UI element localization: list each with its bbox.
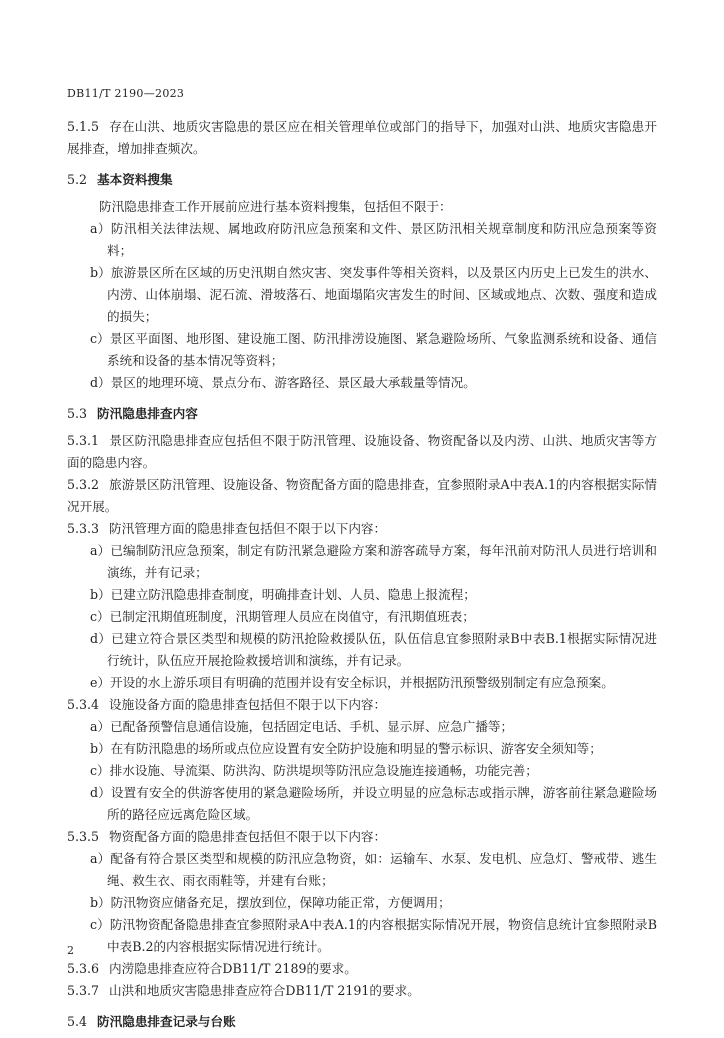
clause-number: 5.3.1 — [67, 433, 100, 448]
document-header: DB11/T 2190—2023 — [67, 87, 185, 100]
clause-text: 存在山洪、地质灾害隐患的景区应在相关管理单位或部门的指导下，加强对山洪、地质灾害隐患开展排查，增加排查频次。 — [67, 119, 657, 156]
list-item: b）在有防汛隐患的场所或点位应设置有安全防护设施和明显的警示标识、游客安全须知等； — [90, 741, 602, 756]
section-number: 5.4 — [67, 1014, 88, 1029]
list-item: b）旅游景区所在区域的历史汛期自然灾害、突发事件等相关资料，以及景区内历史上已发生的洪水、内涝、山体崩塌、泥石流、滑坡落石、地面塌陷灾害发生的时间、区域或地点、次数、强度和造成的损失； — [90, 265, 657, 324]
list-item: a）防汛相关法律法规、属地政府防汛应急预案和文件、景区防汛相关规章制度和防汛应急预案等资料； — [90, 221, 657, 258]
clause-paragraph — [67, 430, 657, 474]
list-item: a）已编制防汛应急预案，制定有防汛紧急避险方案和游客疏导方案，每年汛前对防汛人员进行培训和演练，并有记录； — [90, 543, 657, 580]
clause-paragraph — [67, 474, 657, 518]
document-body — [67, 116, 657, 1038]
clause-number: 5.3.3 — [67, 521, 100, 536]
list-item: c）排水设施、导流渠、防洪沟、防洪堤坝等防汛应急设施连接通畅，功能完善； — [90, 763, 538, 778]
section-title: 基本资料搜集 — [97, 172, 173, 187]
list-item: c）景区平面图、地形图、建设施工图、防汛排涝设施图、紧急避险场所、气象监测系统和设备、通信系统和设备的基本情况等资料； — [90, 331, 657, 368]
clause-text: 旅游景区防汛管理、设施设备、物资配备方面的隐患排查，宜参照附录A中表A.1的内容根据实际情况开展。 — [67, 477, 657, 514]
clause-paragraph — [67, 980, 657, 1002]
clause-number: 5.3.4 — [67, 697, 100, 712]
list-item: e）开设的水上游乐项目有明确的范围并设有安全标识，并根据防汛预警级别制定有应急预案。 — [90, 675, 614, 690]
clause-paragraph — [67, 958, 657, 980]
clause-text: 物资配备方面的隐患排查包括但不限于以下内容： — [109, 829, 387, 844]
section-number: 5.3 — [67, 406, 88, 421]
clause-number: 5.1.5 — [67, 119, 100, 134]
section-heading — [67, 1011, 657, 1033]
clause-text: 景区防汛隐患排查应包括但不限于防汛管理、设施设备、物资配备以及内涝、山洪、地质灾害等方面的隐患内容。 — [67, 433, 657, 470]
list-item: a）已配备预警信息通信设施，包括固定电话、手机、显示屏、应急广播等； — [90, 719, 514, 734]
clause-paragraph — [67, 694, 657, 716]
section-number: 5.2 — [67, 172, 88, 187]
clause-number: 5.3.2 — [67, 477, 100, 492]
list-item: c）已制定汛期值班制度，汛期管理人员应在岗值守，有汛期值班表； — [90, 609, 475, 624]
clause-text: 设施设备方面的隐患排查包括但不限于以下内容： — [109, 697, 387, 712]
section-heading — [67, 403, 657, 425]
clause-text: 内涝隐患排查应符合DB11/T 2189的要求。 — [109, 961, 357, 976]
clause-number: 5.3.5 — [67, 829, 100, 844]
section-title: 防汛隐患排查内容 — [97, 406, 198, 421]
clause-paragraph — [67, 116, 657, 160]
clause-number: 5.3.6 — [67, 961, 100, 976]
clause-text: 防汛管理方面的隐患排查包括但不限于以下内容： — [109, 521, 387, 536]
intro-paragraph: 防汛隐患排查工作开展前应进行基本资料搜集，包括但不限于： — [99, 199, 452, 214]
clause-number: 5.3.7 — [67, 983, 100, 998]
list-item: d）景区的地理环境、景点分布、游客路径、景区最大承载量等情况。 — [90, 375, 476, 390]
list-item: d）设置有安全的供游客使用的紧急避险场所，并设立明显的应急标志或指示牌，游客前往紧急避险场所的路径应远离危险区域。 — [90, 785, 657, 822]
section-heading — [67, 169, 657, 191]
page-number: 2 — [67, 944, 74, 957]
list-item: a）配备有符合景区类型和规模的防汛应急物资，如：运输车、水泵、发电机、应急灯、警戒带、逃生绳、救生衣、雨衣雨鞋等，并建有台账； — [90, 851, 657, 888]
clause-paragraph — [67, 518, 657, 540]
list-item: b）防汛物资应储备充足，摆放到位，保障功能正常，方便调用； — [90, 895, 451, 910]
section-title: 防汛隐患排查记录与台账 — [97, 1014, 236, 1029]
list-item: b）已建立防汛隐患排查制度，明确排查计划、人员、隐患上报流程； — [90, 587, 476, 602]
clause-text: 山洪和地质灾害隐患排查应符合DB11/T 2191的要求。 — [109, 983, 420, 998]
clause-paragraph — [67, 826, 657, 848]
list-item: d）已建立符合景区类型和规模的防汛抢险救援队伍，队伍信息宜参照附录B中表B.1根据实际情况进行统计，队伍应开展抢险救援培训和演练，并有记录。 — [90, 631, 657, 668]
list-item: c）防汛物资配备隐患排查宜参照附录A中表A.1的内容根据实际情况开展，物资信息统计宜参照附录B中表B.2的内容根据实际情况进行统计。 — [90, 917, 657, 954]
